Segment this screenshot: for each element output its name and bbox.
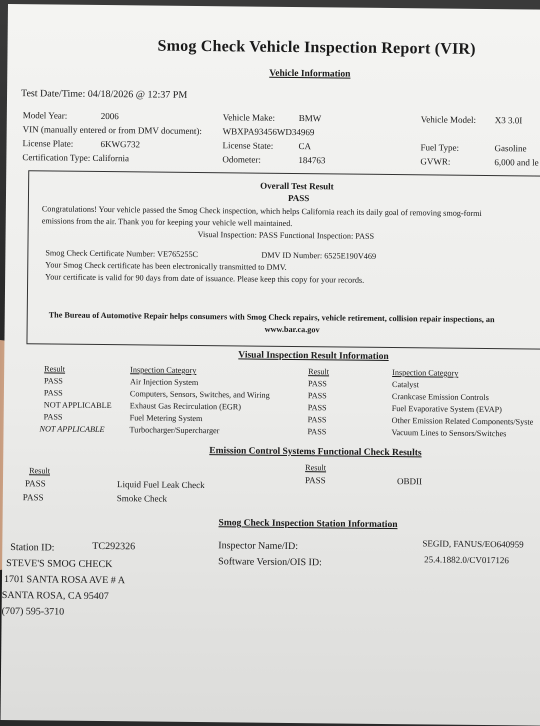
visual-right-result: PASS (307, 427, 327, 437)
model-value: X3 3.0I (494, 115, 523, 126)
congrats-line-1: Congratulations! Your vehicle passed the Smog Check inspection, which helps California reach its daily goal of removing smog-formi (41, 204, 482, 218)
station-address: 1701 SANTA ROSA AVE # A (3, 573, 126, 587)
state-label: License State: (222, 140, 274, 151)
state-value: CA (298, 141, 312, 152)
station-city: SANTA ROSA, CA 95407 (1, 589, 109, 603)
visual-left-category: Turbocharger/Supercharger (129, 425, 220, 436)
station-name: STEVE'S SMOG CHECK (6, 558, 113, 571)
visual-result-header-left: Result (44, 364, 66, 374)
software-label: Software Version/OIS ID: (218, 556, 322, 569)
visual-left-category: Air Injection System (130, 377, 199, 388)
functional-left-result: PASS (22, 492, 44, 503)
model-year-value: 2006 (100, 110, 119, 122)
visual-category-header-left: Inspection Category (130, 365, 197, 375)
dmv-id-number: DMV ID Number: 6525E190V469 (261, 250, 377, 261)
visual-right-category: Vacuum Lines to Sensors/Switches (391, 428, 507, 439)
visual-right-category: Fuel Evaporative System (EVAP) (391, 404, 502, 415)
station-phone: (707) 595-3710 (1, 605, 65, 618)
functional-left-result: PASS (24, 478, 46, 489)
vin-label: VIN (manually entered or from DMV document): (22, 124, 203, 137)
inspector-label: Inspector Name/ID: (218, 540, 299, 553)
model-year-label: Model Year: (22, 110, 68, 121)
odometer-value: 184763 (298, 155, 326, 166)
functional-result-header-right: Result (305, 463, 327, 473)
visual-left-category: Exhaust Gas Recirculation (EGR) (129, 401, 242, 412)
congrats-line-2: emissions from the air. Thank you for keeping your vehicle well maintained. (41, 216, 293, 228)
inspector-value: SEGID, FANUS/EO640959 (422, 538, 524, 550)
make-label: Vehicle Make: (222, 112, 276, 123)
visual-right-category: Crankcase Emission Controls (391, 392, 489, 403)
visual-left-result: NOT APPLICABLE (43, 400, 112, 411)
plate-value: 6KWG732 (100, 138, 141, 150)
software-value: 25.4.1882.0/CV017126 (424, 554, 510, 566)
model-label: Vehicle Model: (420, 114, 477, 125)
visual-left-result: PASS (43, 388, 63, 398)
functional-heading: Emission Control Systems Functional Check Results (209, 446, 422, 459)
fuel-label: Fuel Type: (420, 142, 460, 153)
visual-category-header-right: Inspection Category (392, 368, 459, 378)
odometer-label: Odometer: (222, 154, 261, 165)
inspection-report-page (1, 4, 540, 726)
visual-left-result: PASS (43, 412, 63, 422)
functional-left-category: Smoke Check (116, 493, 168, 504)
functional-result-header-left: Result (29, 466, 51, 476)
station-id-label: Station ID: (10, 542, 55, 554)
functional-right-category: OBDII (396, 476, 423, 487)
vehicle-info-heading: Vehicle Information (269, 68, 351, 80)
gvwr-value: 6,000 and le (494, 157, 539, 168)
visual-right-category: Catalyst (391, 380, 419, 390)
certificate-number: Smog Check Certificate Number: VE765255C (45, 248, 199, 260)
bar-notice: The Bureau of Automotive Repair helps consumers with Smog Check repairs, vehicle retirement, collision repair inspections, an (48, 310, 495, 325)
station-heading: Smog Check Inspection Station Information (218, 518, 398, 531)
bar-website: www.bar.ca.gov (264, 324, 320, 335)
overall-result: PASS (287, 192, 310, 204)
vin-value: WBXPA93456WD34969 (222, 126, 315, 138)
cert-type: Certification Type: California (22, 152, 130, 164)
gvwr-label: GVWR: (420, 156, 451, 167)
make-value: BMW (298, 113, 322, 124)
visual-right-result: PASS (307, 403, 327, 413)
visual-heading: Visual Inspection Result Information (238, 350, 389, 363)
visual-left-result: PASS (44, 376, 63, 386)
visual-right-category: Other Emission Related Components/Syste (391, 416, 534, 427)
functional-left-category: Liquid Fuel Leak Check (116, 479, 205, 491)
report-title: Smog Check Vehicle Inspection Report (VIR) (157, 37, 476, 58)
visual-functional-result: Visual Inspection: PASS Functional Inspection: PASS (197, 229, 375, 241)
visual-right-result: PASS (307, 391, 327, 401)
test-datetime: Test Date/Time: 04/18/2026 @ 12:37 PM (21, 88, 188, 101)
transmitted-notice: Your Smog Check certificate has been electronically transmitted to DMV. (45, 260, 287, 272)
visual-left-category: Computers, Sensors, Switches, and Wiring (129, 389, 270, 400)
functional-right-result: PASS (304, 475, 326, 486)
overall-heading: Overall Test Result (260, 180, 334, 192)
station-id-value: TC292326 (92, 540, 136, 553)
visual-left-result: NOT APPLICABLE (39, 424, 105, 435)
visual-right-result: PASS (307, 415, 327, 425)
visual-left-category: Fuel Metering System (129, 413, 203, 424)
fuel-value: Gasoline (494, 143, 527, 154)
plate-label: License Plate: (22, 138, 74, 149)
visual-right-result: PASS (307, 379, 327, 389)
validity-notice: Your certificate is valid for 90 days from date of issuance. Please keep this copy for your records. (45, 272, 365, 285)
visual-result-header-right: Result (308, 367, 330, 377)
